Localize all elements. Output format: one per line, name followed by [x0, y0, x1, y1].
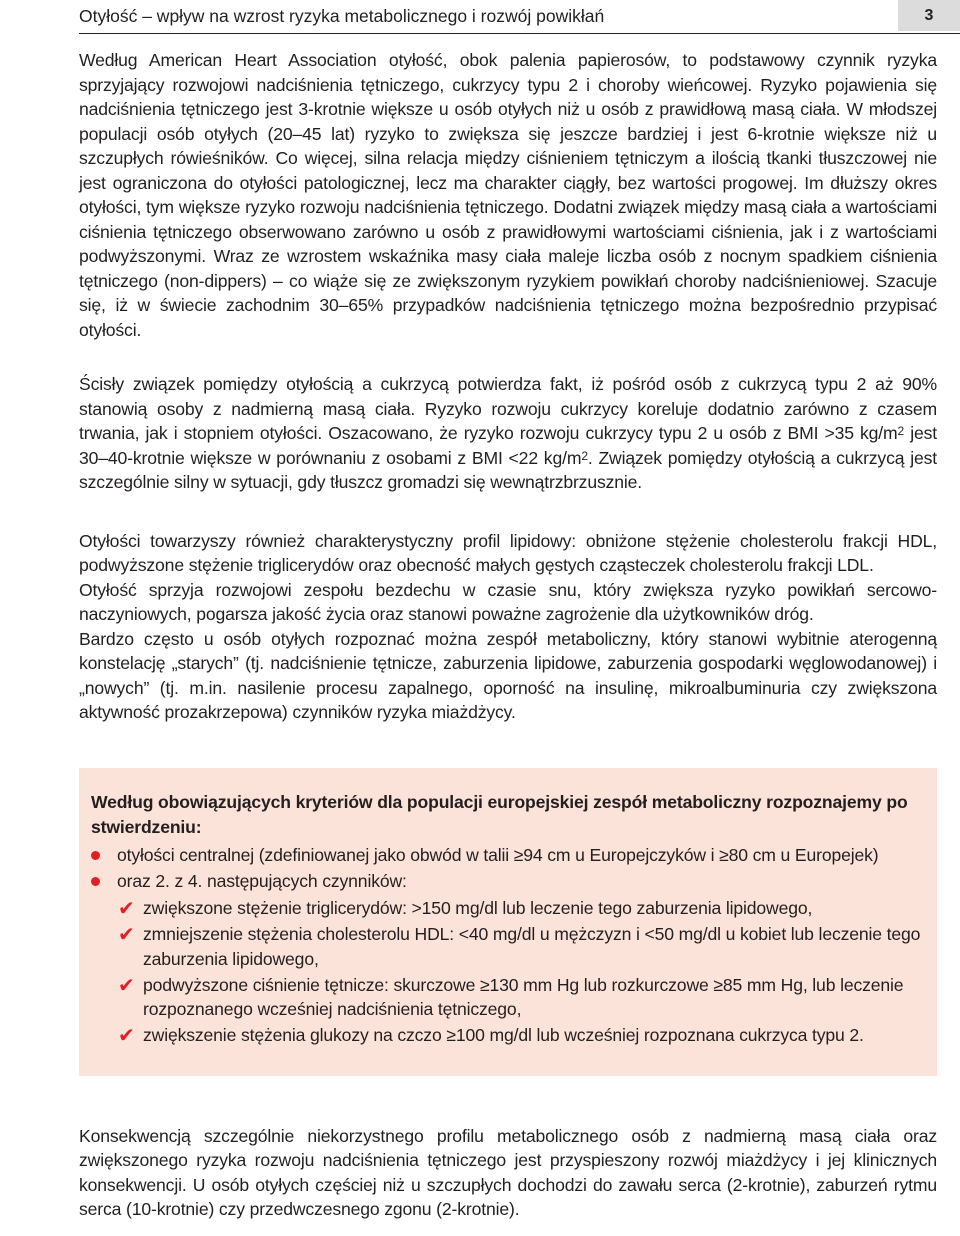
page-number: 3 [898, 0, 960, 31]
criteria-box [79, 768, 937, 1076]
page-header [79, 0, 960, 33]
header-rule [79, 33, 960, 34]
paragraph-diabetes-part1: Ścisły związek pomiędzy otyłością a cukrzycą potwierdza fakt, iż pośród osób z cukrzycą typu 2 aż 90% stanowią osoby z nadmierną masą ciała. Ryzyko rozwoju cukrzycy koreluje dodatnio zarówno z czasem trwania, jak i stopniem otyłości. Oszacowano, że ryzyko rozwoju cukrzycy typu 2 u osób z BMI >35 kg/m [79, 374, 937, 443]
paragraph-diabetes-part3: . Związek pomiędzy otyłością a cukrzycą jest szczególnie silny w sytuacji, gdy tłuszcz gromadzi się wewnątrzbrzusznie. [79, 447, 937, 492]
checkmark-icon: ✔ [118, 972, 135, 997]
superscript-2: 2 [581, 448, 588, 463]
criteria-check-text: zmniejszenie stężenia cholesterolu HDL: <40 mg/dl u mężczyzn i <50 mg/dl u kobiet lub leczenie tego zaburzenia lipidowego, [143, 923, 921, 969]
criteria-box-content [91, 790, 925, 1049]
main-content [79, 48, 937, 725]
paragraph-hypertension: Według American Heart Association otyłość, obok palenia papierosów, to podstawowy czynnik ryzyka sprzyjający rozwojowi nadciśnienia tętniczego, cukrzycy typu 2 i choroby wieńcowej. Ryzyko pojawienia się nadciśnienia tętniczego jest 3-krotnie większe u osób otyłych niż u osób z prawidłową masą ciała. W młodszej populacji osób otyłych (20–45 lat) ryzyko to zwiększa się jeszcze bardziej i jest 6-krotnie większe niż u szczupłych rówieśników. Co więcej, silna relacja między ciśnieniem tętniczym a ilością tkanki tłuszczowej nie jest ograniczona do otyłości patologicznej, lecz ma charakter ciągły, bez wartości progowej. Im dłuższy okres otyłości, tym większe ryzyko rozwoju nadciśnienia tętniczego. Dodatni związek między masą ciała a wartościami ciśnienia tętniczego obserwowano zarówno u osób z prawidłowymi wartościami ciśnienia, jak i z wartościami podwyższonymi. Wraz ze wzrostem wskaźnika masy ciała maleje liczba osób z nocnym spadkiem ciśnienia tętniczego (non-dippers) – co wiąże się ze zwiększonym ryzykiem powikłań choroby nadciśnieniowej. Szacuje się, iż w świecie zachodnim 30–65% przypadków nadciśnienia tętniczego można bezpośrednio przypisać otyłości. [79, 50, 937, 340]
paragraph-consequences: Konsekwencją szczególnie niekorzystnego profilu metabolicznego osób z nadmierną masą ciała oraz zwiększonego ryzyka rozwoju nadciśnienia tętniczego jest przyspieszony rozwój miażdżycy i jej klinicznych konsekwencji. U osób otyłych częściej niż u szczupłych dochodzi do zawału serca (2-krotnie), zaburzeń rytmu serca (10-krotnie) czy przedwczesnego zgonu (2-krotnie). [79, 1125, 937, 1220]
checkmark-icon: ✔ [118, 896, 135, 921]
red-bullet-icon [91, 877, 100, 886]
checkmark-icon: ✔ [118, 1023, 135, 1048]
superscript-2: 2 [897, 424, 905, 438]
criteria-check-text: zwiększone stężenie triglicerydów: >150 mg/dl lub leczenie tego zaburzenia lipidowego, [143, 898, 813, 919]
running-title: Otyłość – wpływ na wzrost ryzyka metabolicznego i rozwój powikłań [79, 6, 605, 26]
paragraph-metabolic-syndrome: Bardzo często u osób otyłych rozpoznać można zespół metaboliczny, który stanowi wybitnie aterogenną konstelację „starych” (tj. nadciśnienie tętnicze, zaburzenia lipidowe, zaburzenia gospodarki węglowodanowej) i „nowych” (tj. m.in. nasilenie procesu zapalnego, oporność na insulinę, mikroalbuminuria czy zwiększona aktywność prozakrzepowa) czynników ryzyka miażdżycy. [79, 628, 937, 722]
paragraph-diabetes-part2: jest 30–40-krotnie większe w porównaniu z osobami z BMI <22 kg/m [79, 423, 937, 468]
red-bullet-icon [91, 851, 100, 860]
criteria-check-item [118, 896, 925, 921]
criteria-bullet-text: oraz 2. z 4. następujących czynników: [117, 871, 407, 892]
criteria-bullet [91, 869, 925, 894]
criteria-heading: Według obowiązujących kryteriów dla populacji europejskiej zespół metaboliczny rozpoznajemy po stwierdzeniu: [91, 792, 908, 837]
criteria-check-item [118, 973, 925, 1023]
paragraph-sleep-apnea: Otyłość sprzyja rozwojowi zespołu bezdechu w czasie snu, który zwiększa ryzyko powikłań sercowo-naczyniowych, pogarsza jakość życia oraz stanowi poważne zagrożenie dla użytkowników dróg. [79, 579, 937, 624]
criteria-check-item [118, 922, 925, 972]
criteria-check-text: podwyższone ciśnienie tętnicze: skurczowe ≥130 mm Hg lub rozkurczowe ≥85 mm Hg, lub leczenie rozpoznanego wcześniej nadciśnienia tętniczego, [143, 974, 904, 1020]
criteria-bullet-text: otyłości centralnej (zdefiniowanej jako obwód w talii ≥94 cm u Europejczyków i ≥80 cm u Europejek) [117, 844, 879, 865]
criteria-check-item [118, 1023, 925, 1048]
paragraph-diabetes [79, 372, 937, 495]
checkmark-icon: ✔ [118, 921, 135, 946]
criteria-check-text: zwiększenie stężenia glukozy na czczo ≥100 mg/dl lub wcześniej rozpoznana cukrzyca typu 2. [143, 1025, 864, 1046]
criteria-bullet [91, 843, 925, 868]
paragraph-lipids: Otyłości towarzyszy również charakterystyczny profil lipidowy: obniżone stężenie cholesterolu frakcji HDL, podwyższone stężenie triglicerydów oraz obecność małych gęstych cząsteczek cholesterolu frakcji LDL. [79, 530, 937, 575]
